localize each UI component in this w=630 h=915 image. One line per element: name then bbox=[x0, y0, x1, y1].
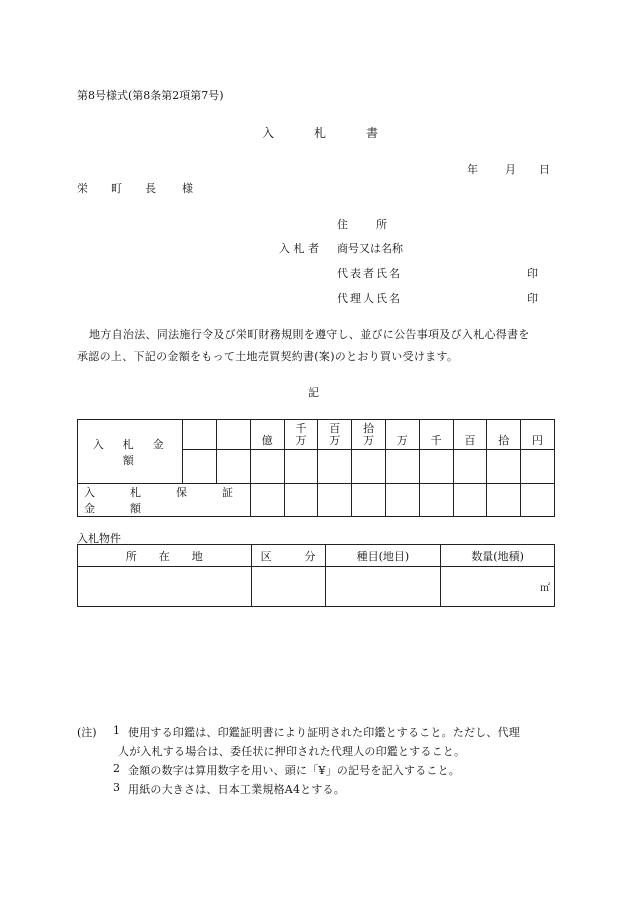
date-day: 日 bbox=[539, 163, 550, 176]
digit-header-sen bbox=[419, 420, 453, 450]
document-title: 入 札 書 bbox=[262, 126, 393, 140]
deposit-cell[interactable] bbox=[453, 484, 487, 517]
digit-header-bottom: 万 bbox=[295, 433, 307, 447]
notes-label: (注) bbox=[77, 726, 97, 739]
deposit-cell[interactable] bbox=[385, 484, 419, 517]
deposit-cell[interactable] bbox=[419, 484, 453, 517]
property-location-cell[interactable] bbox=[78, 567, 252, 607]
addressee-name: 栄 町 長 bbox=[77, 182, 162, 195]
company-name-label: 商号又は名称 bbox=[337, 242, 403, 255]
amount-cell[interactable] bbox=[217, 450, 251, 484]
deposit-cell[interactable] bbox=[352, 484, 386, 517]
digit-header-top: 百 bbox=[329, 421, 341, 435]
deposit-cell[interactable] bbox=[284, 484, 318, 517]
bidder-label: 入 札 者 bbox=[279, 242, 319, 255]
area-unit: ㎡ bbox=[540, 583, 550, 594]
body-line-1: 地方自治法、同法施行令及び栄町財務規則を遵守し、並びに公告事項及び入札心得書を bbox=[89, 328, 530, 341]
property-col-category: 区 分 bbox=[251, 545, 325, 567]
representative-label: 代表者氏名 bbox=[337, 267, 402, 280]
date-year: 年 bbox=[467, 163, 478, 176]
amount-cell[interactable] bbox=[284, 450, 318, 484]
digit-header-hyaku bbox=[453, 420, 487, 450]
agent-label: 代理人氏名 bbox=[337, 292, 402, 305]
deposit-cell[interactable] bbox=[487, 484, 521, 517]
property-heading: 入札物件 bbox=[77, 532, 121, 545]
amount-cell[interactable] bbox=[521, 450, 555, 484]
amount-cell[interactable] bbox=[385, 450, 419, 484]
digit-header-bottom: 億 bbox=[261, 434, 273, 447]
deposit-label: 入 札 保 証 金 額 bbox=[78, 484, 251, 517]
addressee-honorific: 様 bbox=[182, 182, 193, 195]
bid-amount-label: 入 札 金 額 bbox=[78, 420, 183, 484]
deposit-cell[interactable] bbox=[318, 484, 352, 517]
bid-amount-table bbox=[77, 419, 555, 517]
note-1-number: 1 bbox=[113, 724, 120, 737]
amount-cell[interactable] bbox=[217, 420, 251, 450]
property-col-area: 数量(地積) bbox=[441, 545, 555, 567]
digit-header-en bbox=[521, 420, 555, 450]
amount-cell[interactable] bbox=[352, 450, 386, 484]
amount-cell[interactable] bbox=[250, 450, 284, 484]
note-3-number: 3 bbox=[113, 781, 120, 794]
digit-header-bottom: 万 bbox=[363, 433, 375, 447]
digit-header-bottom: 万 bbox=[396, 434, 408, 447]
address-label: 住 所 bbox=[337, 218, 389, 231]
representative-seal: 印 bbox=[527, 267, 538, 280]
property-col-land-type: 種目(地目) bbox=[325, 545, 441, 567]
digit-header-hyaku-man bbox=[318, 420, 352, 450]
digit-header-bottom: 拾 bbox=[498, 434, 510, 447]
digit-header-bottom: 千 bbox=[430, 434, 442, 447]
digit-header-sen-man bbox=[284, 420, 318, 450]
amount-cell[interactable] bbox=[453, 450, 487, 484]
agent-seal: 印 bbox=[527, 292, 538, 305]
ki-label: 記 bbox=[308, 386, 319, 399]
amount-cell[interactable] bbox=[419, 450, 453, 484]
property-table bbox=[77, 544, 555, 607]
note-1-continuation: 人が入札する場合は、委任状に押印された代理人の印鑑とすること。 bbox=[118, 745, 466, 758]
digit-header-top: 千 bbox=[295, 421, 307, 435]
amount-cell[interactable] bbox=[318, 450, 352, 484]
digit-header-bottom: 百 bbox=[464, 434, 476, 447]
date-month: 月 bbox=[505, 163, 516, 176]
amount-cell[interactable] bbox=[183, 420, 217, 450]
digit-header-top: 拾 bbox=[363, 421, 375, 435]
amount-cell[interactable] bbox=[487, 450, 521, 484]
digit-header-bottom: 円 bbox=[532, 434, 544, 447]
deposit-cell[interactable] bbox=[521, 484, 555, 517]
digit-header-ju-man bbox=[352, 420, 386, 450]
property-category-cell[interactable] bbox=[251, 567, 325, 607]
amount-cell[interactable] bbox=[183, 450, 217, 484]
property-area-cell[interactable] bbox=[441, 567, 555, 607]
note-1-text: 使用する印鑑は、印鑑証明書により証明された印鑑とすること。ただし、代理 bbox=[128, 726, 520, 739]
form-number: 第8号様式(第8条第2項第7号) bbox=[77, 89, 224, 102]
digit-header-man bbox=[385, 420, 419, 450]
note-3-text: 用紙の大きさは、日本工業規格A4とする。 bbox=[128, 783, 345, 796]
note-2-number: 2 bbox=[113, 762, 120, 775]
property-col-location: 所 在 地 bbox=[78, 545, 252, 567]
digit-header-bottom: 万 bbox=[329, 433, 341, 447]
body-line-2: 承認の上、下記の金額をもって土地売買契約書(案)のとおり買い受けます。 bbox=[77, 350, 459, 363]
digit-header-ju bbox=[487, 420, 521, 450]
digit-header-oku bbox=[250, 420, 284, 450]
property-land-type-cell[interactable] bbox=[325, 567, 441, 607]
note-2-text: 金額の数字は算用数字を用い、頭に「¥」の記号を記入すること。 bbox=[128, 764, 460, 777]
